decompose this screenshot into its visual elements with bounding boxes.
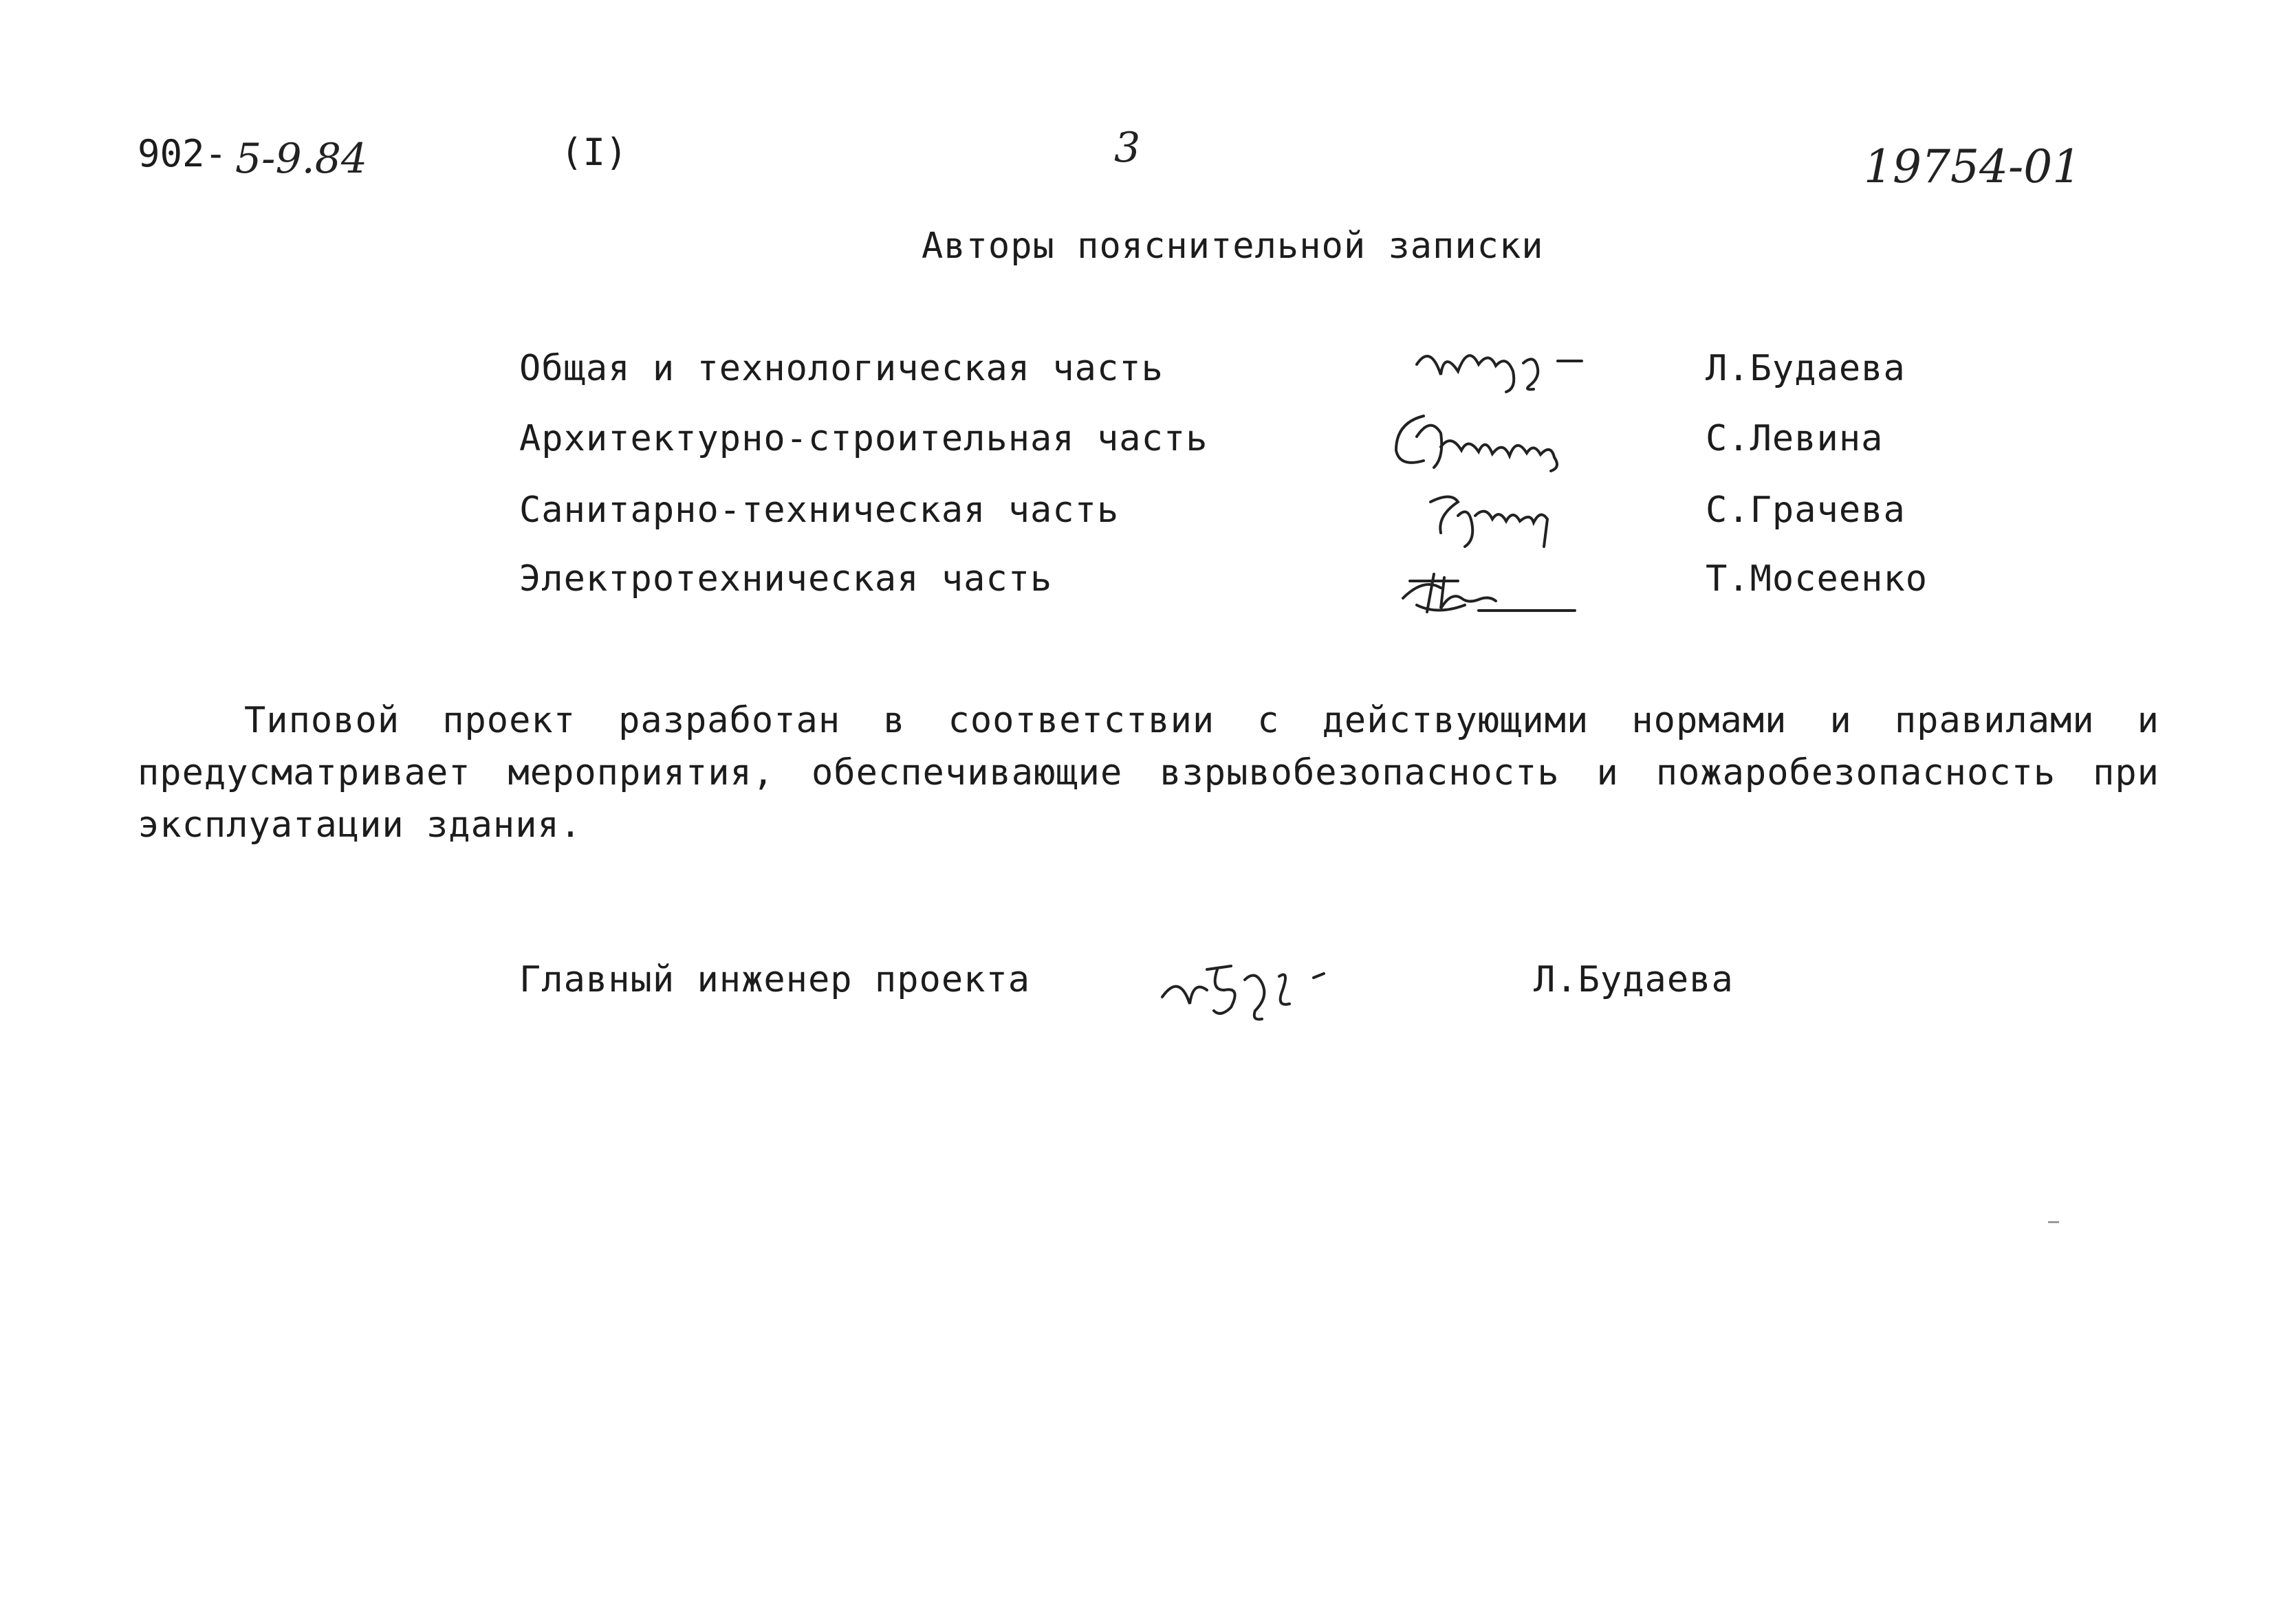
document-number-prefix: 902- (138, 132, 228, 175)
signature-chief-engineer (1142, 942, 1362, 1031)
chief-engineer-label: Главный инженер проекта (519, 959, 1031, 1000)
scan-artifact-mark (2048, 1221, 2059, 1223)
authors-title: Авторы пояснительной записки (922, 226, 1544, 267)
author-section-architecture: Архитектурно-строительная часть (519, 418, 1208, 459)
author-name-moseenko: Т.Мосеенко (1706, 558, 1928, 600)
part-number: (I) (560, 131, 628, 174)
author-name-budaeva: Л.Будаева (1706, 348, 1906, 389)
signature-moseenko (1375, 550, 1637, 626)
compliance-statement: Типовой проект разработан в соответствии с действующими нормами и правилами и предусматривает мероприятия, обеспечивающие взрывобезопасность и пожаробезопасность при эксплуатации здания. (138, 700, 2159, 846)
page-number: 3 (1114, 124, 1141, 172)
author-section-general: Общая и технологическая часть (519, 348, 1164, 389)
document-number-handwritten: 5-9.84 (235, 135, 368, 183)
signature-budaeva (1375, 323, 1637, 399)
author-name-gracheva: С.Грачева (1706, 490, 1906, 531)
chief-engineer-name: Л.Будаева (1534, 959, 1734, 1000)
author-section-sanitary: Санитарно-техническая часть (519, 490, 1120, 531)
signature-levina (1375, 402, 1637, 478)
signature-gracheva (1375, 481, 1637, 557)
author-name-levina: С.Левина (1706, 418, 1884, 459)
inventory-number: 19754-01 (1864, 140, 2082, 193)
author-section-electrical: Электротехническая часть (519, 558, 1053, 600)
